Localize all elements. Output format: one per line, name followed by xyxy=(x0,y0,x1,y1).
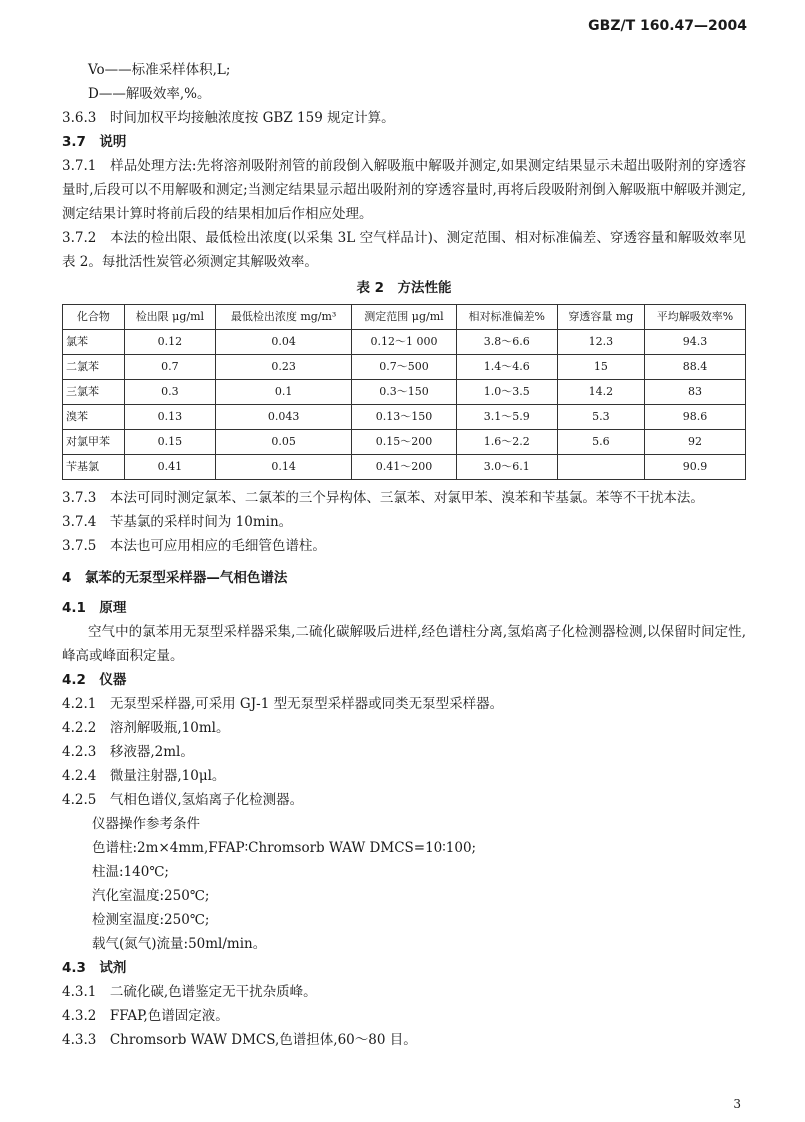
page-content xyxy=(62,58,746,1052)
cell-range: 0.13～150 xyxy=(352,405,457,430)
cell-detection-limit: 0.15 xyxy=(124,430,215,455)
header-compound: 化合物 xyxy=(63,305,125,330)
header-desorption: 平均解吸效率% xyxy=(644,305,745,330)
cell-desorption: 98.6 xyxy=(644,405,745,430)
table-row xyxy=(63,330,746,355)
cell-range: 0.3～150 xyxy=(352,380,457,405)
section-4-heading: 4 氯苯的无泵型采样器—气相色谱法 xyxy=(62,570,288,586)
table-row xyxy=(63,405,746,430)
condition-detector-temp: 检测室温度:250℃; xyxy=(92,912,210,928)
table-row xyxy=(63,380,746,405)
header-detection-limit: 检出限 μg/ml xyxy=(124,305,215,330)
table-caption: 表 2 方法性能 xyxy=(356,280,452,296)
section-4-2-2: 4.2.2 溶剂解吸瓶,10ml。 xyxy=(62,720,230,736)
cell-rsd: 1.4～4.6 xyxy=(456,355,557,380)
section-4-3-heading: 4.3 试剂 xyxy=(62,960,127,976)
section-3-7-2: 3.7.2 本法的检出限、最低检出浓度(以采集 3L 空气样品计)、测定范围、相对标准偏差、穿透容量和解吸效率见表 2。每批活性炭管必须测定其解吸效率。 xyxy=(62,230,746,270)
cell-detection-limit: 0.3 xyxy=(124,380,215,405)
condition-column: 色谱柱:2m×4mm,FFAP∶Chromsorb WAW DMCS=10∶100; xyxy=(92,840,477,856)
cell-compound: 苄基氯 xyxy=(63,455,125,480)
cell-desorption: 88.4 xyxy=(644,355,745,380)
cell-detection-limit: 0.13 xyxy=(124,405,215,430)
vo-definition: Vo——标准采样体积,L; xyxy=(88,62,231,78)
header-rsd: 相对标准偏差% xyxy=(456,305,557,330)
cell-compound: 对氯甲苯 xyxy=(63,430,125,455)
section-4-1-text: 空气中的氯苯用无泵型采样器采集,二硫化碳解吸后进样,经色谱柱分离,氢焰离子化检测器检测,以保留时间定性,峰高或峰面积定量。 xyxy=(62,624,746,664)
header-breakthrough: 穿透容量 mg xyxy=(557,305,644,330)
cell-compound: 溴苯 xyxy=(63,405,125,430)
cell-min-concentration: 0.23 xyxy=(215,355,351,380)
section-4-3-2: 4.3.2 FFAP,色谱固定液。 xyxy=(62,1008,229,1024)
condition-carrier-gas: 载气(氮气)流量:50ml/min。 xyxy=(92,936,267,952)
cell-range: 0.41～200 xyxy=(352,455,457,480)
cell-range: 0.15～200 xyxy=(352,430,457,455)
cell-breakthrough: 5.3 xyxy=(557,405,644,430)
d-definition: D——解吸效率,%。 xyxy=(88,86,211,102)
section-3-6-3: 3.6.3 时间加权平均接触浓度按 GBZ 159 规定计算。 xyxy=(62,110,395,126)
cell-detection-limit: 0.12 xyxy=(124,330,215,355)
condition-column-temp: 柱温:140℃; xyxy=(92,864,169,880)
method-performance-table xyxy=(62,304,746,480)
instrument-conditions-title: 仪器操作参考条件 xyxy=(92,816,200,832)
section-4-2-3: 4.2.3 移液器,2ml。 xyxy=(62,744,194,760)
section-4-2-heading: 4.2 仪器 xyxy=(62,672,127,688)
cell-compound: 三氯苯 xyxy=(63,380,125,405)
page-number: 3 xyxy=(733,1097,741,1111)
cell-rsd: 3.1～5.9 xyxy=(456,405,557,430)
section-4-1-heading: 4.1 原理 xyxy=(62,600,127,616)
section-4-2-4: 4.2.4 微量注射器,10μl。 xyxy=(62,768,226,784)
cell-desorption: 83 xyxy=(644,380,745,405)
cell-breakthrough: 12.3 xyxy=(557,330,644,355)
cell-desorption: 90.9 xyxy=(644,455,745,480)
table-row xyxy=(63,455,746,480)
section-3-7-1: 3.7.1 样品处理方法:先将溶剂吸附剂管的前段倒入解吸瓶中解吸并测定,如果测定结果显示未超出吸附剂的穿透容量时,后段可以不用解吸和测定;当测定结果显示超出吸附剂的穿透容量时,再将后段吸附剂倒入解吸瓶中解吸并测定,测定结果计算时将前后段的结果相加后作相应处理。 xyxy=(62,158,746,222)
cell-rsd: 1.6～2.2 xyxy=(456,430,557,455)
table-row xyxy=(63,355,746,380)
cell-rsd: 3.8～6.6 xyxy=(456,330,557,355)
cell-min-concentration: 0.1 xyxy=(215,380,351,405)
section-4-3-1: 4.3.1 二硫化碳,色谱鉴定无干扰杂质峰。 xyxy=(62,984,317,1000)
cell-min-concentration: 0.05 xyxy=(215,430,351,455)
cell-breakthrough: 5.6 xyxy=(557,430,644,455)
cell-range: 0.7～500 xyxy=(352,355,457,380)
cell-desorption: 92 xyxy=(644,430,745,455)
header-min-concentration: 最低检出浓度 mg/m³ xyxy=(215,305,351,330)
cell-range: 0.12～1 000 xyxy=(352,330,457,355)
table-header-row xyxy=(63,305,746,330)
cell-compound: 氯苯 xyxy=(63,330,125,355)
section-3-7-4: 3.7.4 苄基氯的采样时间为 10min。 xyxy=(62,514,293,530)
section-4-2-1: 4.2.1 无泵型采样器,可采用 GJ-1 型无泵型采样器或同类无泵型采样器。 xyxy=(62,696,504,712)
section-4-3-3: 4.3.3 Chromsorb WAW DMCS,色谱担体,60～80 目。 xyxy=(62,1032,417,1048)
condition-vaporizer-temp: 汽化室温度:250℃; xyxy=(92,888,210,904)
cell-detection-limit: 0.7 xyxy=(124,355,215,380)
cell-min-concentration: 0.14 xyxy=(215,455,351,480)
section-3-7-3: 3.7.3 本法可同时测定氯苯、二氯苯的三个异构体、三氯苯、对氯甲苯、溴苯和苄基氯。苯等不干扰本法。 xyxy=(62,490,704,506)
cell-rsd: 1.0～3.5 xyxy=(456,380,557,405)
cell-breakthrough: 14.2 xyxy=(557,380,644,405)
cell-compound: 二氯苯 xyxy=(63,355,125,380)
section-4-2-5: 4.2.5 气相色谱仪,氢焰离子化检测器。 xyxy=(62,792,304,808)
cell-breakthrough xyxy=(557,455,644,480)
cell-min-concentration: 0.04 xyxy=(215,330,351,355)
cell-rsd: 3.0～6.1 xyxy=(456,455,557,480)
cell-detection-limit: 0.41 xyxy=(124,455,215,480)
cell-min-concentration: 0.043 xyxy=(215,405,351,430)
cell-breakthrough: 15 xyxy=(557,355,644,380)
cell-desorption: 94.3 xyxy=(644,330,745,355)
section-3-7-5: 3.7.5 本法也可应用相应的毛细管色谱柱。 xyxy=(62,538,326,554)
table-row xyxy=(63,430,746,455)
document-header: GBZ/T 160.47—2004 xyxy=(588,18,747,34)
section-3-7-heading: 3.7 说明 xyxy=(62,134,127,150)
header-range: 测定范围 μg/ml xyxy=(352,305,457,330)
